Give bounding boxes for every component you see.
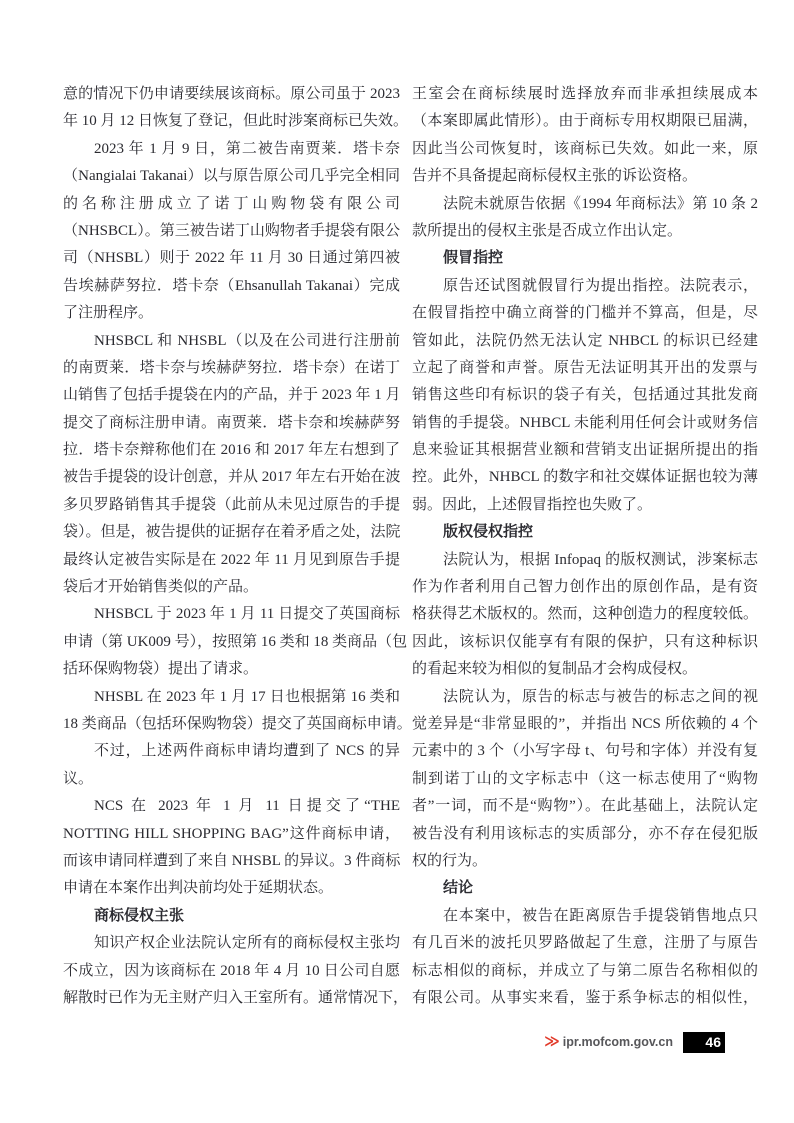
text-line: 制到诺丁山的文字标志中（这一标志使用了“购物 (412, 770, 758, 787)
section-heading: 版权侵权指控 (443, 524, 534, 541)
text-line: 销售的手提袋。NHBCL 未能利用任何会计或财务信 (412, 414, 758, 431)
text-line: NHSBCL 和 NHSBL（以及在公司进行注册前 (94, 332, 400, 349)
text-line: 控。此外，NHBCL 的数字和社交媒体证据也较为薄 (412, 469, 758, 486)
text-line: 元素中的 3 个（小写字母 t、句号和字体）并没有复 (412, 743, 758, 760)
double-chevron-icon: ≫ (544, 1033, 558, 1050)
left-column (63, 81, 412, 1012)
text-line: 议。 (63, 770, 94, 787)
text-line: 申请（第 UK009 号），按照第 16 类和 18 类商品（包 (63, 633, 408, 650)
text-line: 2023 年 1 月 9 日，第二被告南贾莱．塔卡奈 (94, 140, 400, 157)
text-line: 被告没有利用该标志的实质部分，亦不存在侵犯版 (412, 825, 758, 842)
text-line: 权的行为。 (412, 852, 488, 869)
text-line: 销售这些印有标识的袋子有关，包括通过其批发商 (412, 387, 758, 404)
text-line: NOTTING HILL SHOPPING BAG”这件商标申请， (63, 825, 400, 842)
text-line: 不成立，因为该商标在 2018 年 4 月 10 日公司自愿 (63, 962, 400, 979)
text-line: 作为作者利用自己智力创作出的原创作品，是有资 (412, 579, 758, 596)
text-line: NCS 在 2023 年 1 月 11 日提交了“THE (94, 798, 400, 815)
page-number-badge: 46 (683, 1032, 725, 1053)
text-line: 18 类商品（包括环保购物袋）提交了英国商标申请。 (63, 715, 412, 732)
text-line: 而该申请同样遭到了来自 NHSBL 的异议。3 件商标 (63, 852, 401, 869)
text-line: 拉．塔卡奈辩称他们在 2016 和 2017 年左右想到了 (63, 442, 400, 459)
text-line: 者”一词，而不是“购物”）。在此基础上，法院认定 (412, 798, 758, 815)
section-heading: 结论 (443, 880, 474, 897)
text-line: 的南贾莱．塔卡奈与埃赫萨努拉．塔卡奈）在诺丁 (63, 359, 400, 376)
text-line: 山销售了包括手提袋在内的产品，并于 2023 年 1 月 (63, 387, 401, 404)
text-line: 不过，上述两件商标申请均遭到了 NCS 的异 (94, 743, 400, 760)
text-line: （NHSBCL）。第三被告诺丁山购物者手提袋有限公 (63, 222, 400, 239)
text-line: 格获得艺术版权的。然而，这种创造力的程度较低。 (412, 606, 758, 623)
text-line: 被告手提袋的设计创意，并从 2017 年左右开始在波 (63, 469, 401, 486)
text-line: 立起了商誉和声誉。原告无法证明其开出的发票与 (412, 359, 758, 376)
text-line: 款所提出的侵权主张是否成立作出认定。 (412, 222, 683, 239)
text-line: NHSBL 在 2023 年 1 月 17 日也根据第 16 类和 (94, 688, 400, 705)
text-line: 有几百米的波托贝罗路做起了生意，注册了与原告 (412, 935, 758, 952)
text-line: （Nangialai Takanai）以与原告原公司几乎完全相同 (63, 168, 400, 185)
text-line: 告并不具备提起商标侵权主张的诉讼资格。 (412, 168, 698, 185)
section-heading: 假冒指控 (443, 250, 504, 267)
text-line: 标志相似的商标，并成立了与第二原告名称相似的 (412, 962, 758, 979)
text-line: 告埃赫萨努拉．塔卡奈（Ehsanullah Takanai）完成 (63, 277, 400, 294)
right-column (412, 81, 758, 1012)
section-heading: 商标侵权主张 (94, 907, 185, 924)
text-line: 解散时已作为无主财产归入王室所有。通常情况下， (63, 989, 409, 1006)
text-line: 法院认为，根据 Infopaq 的版权测试，涉案标志 (443, 551, 758, 568)
text-line: 袋后才开始销售类似的产品。 (63, 579, 259, 596)
text-line: 因此，该标识仅能享有有限的保护，只有这种标识 (412, 633, 758, 650)
text-line: 管如此，法院仍然无法认定 NHBCL 的标识已经建 (412, 332, 758, 349)
text-line: 意的情况下仍申请要续展该商标。原公司虽于 2023 (63, 86, 400, 102)
text-line: 因此当公司恢复时，该商标已失效。如此一来，原 (412, 140, 758, 157)
text-line: 觉差异是“非常显眼的”，并指出 NCS 所依赖的 4 个 (412, 715, 758, 732)
text-line: 最终认定被告实际是在 2022 年 11 月见到原告手提 (63, 551, 400, 568)
text-line: 年 10 月 12 日恢复了登记，但此时涉案商标已失效。 (63, 113, 409, 130)
text-line: 的看起来较为相似的复制品才会构成侵权。 (412, 661, 698, 678)
text-line: 的名称注册成立了诺丁山购物袋有限公司 (63, 195, 400, 212)
text-line: 申请在本案作出判决前均处于延期状态。 (63, 880, 334, 897)
text-line: 司（NHSBL）则于 2022 年 11 月 30 日通过第四被 (63, 250, 400, 267)
text-line: 有限公司。从事实来看，鉴于系争标志的相似性， (412, 989, 758, 1006)
footer-site-url: ipr.mofcom.gov.cn (562, 1035, 673, 1049)
text-line: 了注册程序。 (63, 305, 154, 322)
text-line: 原告还试图就假冒行为提出指控。法院表示， (443, 277, 758, 294)
text-line: 弱。因此，上述假冒指控也失败了。 (412, 496, 653, 513)
text-line: 息来验证其根据营业额和营销支出证据所提出的指 (412, 442, 758, 459)
text-line: 法院认为，原告的标志与被告的标志之间的视 (443, 688, 758, 705)
text-line: 知识产权企业法院认定所有的商标侵权主张均 (94, 935, 400, 952)
text-line: 在本案中，被告在距离原告手提袋销售地点只 (443, 907, 758, 924)
text-line: 法院未就原告依据《1994 年商标法》第 10 条 2 (443, 195, 758, 212)
text-line: 提交了商标注册申请。南贾莱．塔卡奈和埃赫萨努 (63, 414, 400, 431)
text-columns (63, 81, 758, 1012)
text-line: 括环保购物袋）提出了请求。 (63, 661, 259, 678)
text-line: 多贝罗路销售其手提袋（此前从未见过原告的手提 (63, 496, 400, 513)
text-line: 王室会在商标续展时选择放弃而非承担续展成本 (412, 86, 758, 102)
text-line: （本案即属此情形）。由于商标专用权期限已届满， (412, 113, 758, 130)
text-line: 袋）。但是，被告提供的证据存在着矛盾之处，法院 (63, 524, 401, 541)
page-footer (0, 1031, 725, 1053)
text-line: 在假冒指控中确立商誉的门槛并不算高，但是，尽 (412, 305, 758, 322)
text-line: NHSBCL 于 2023 年 1 月 11 日提交了英国商标 (94, 606, 400, 623)
